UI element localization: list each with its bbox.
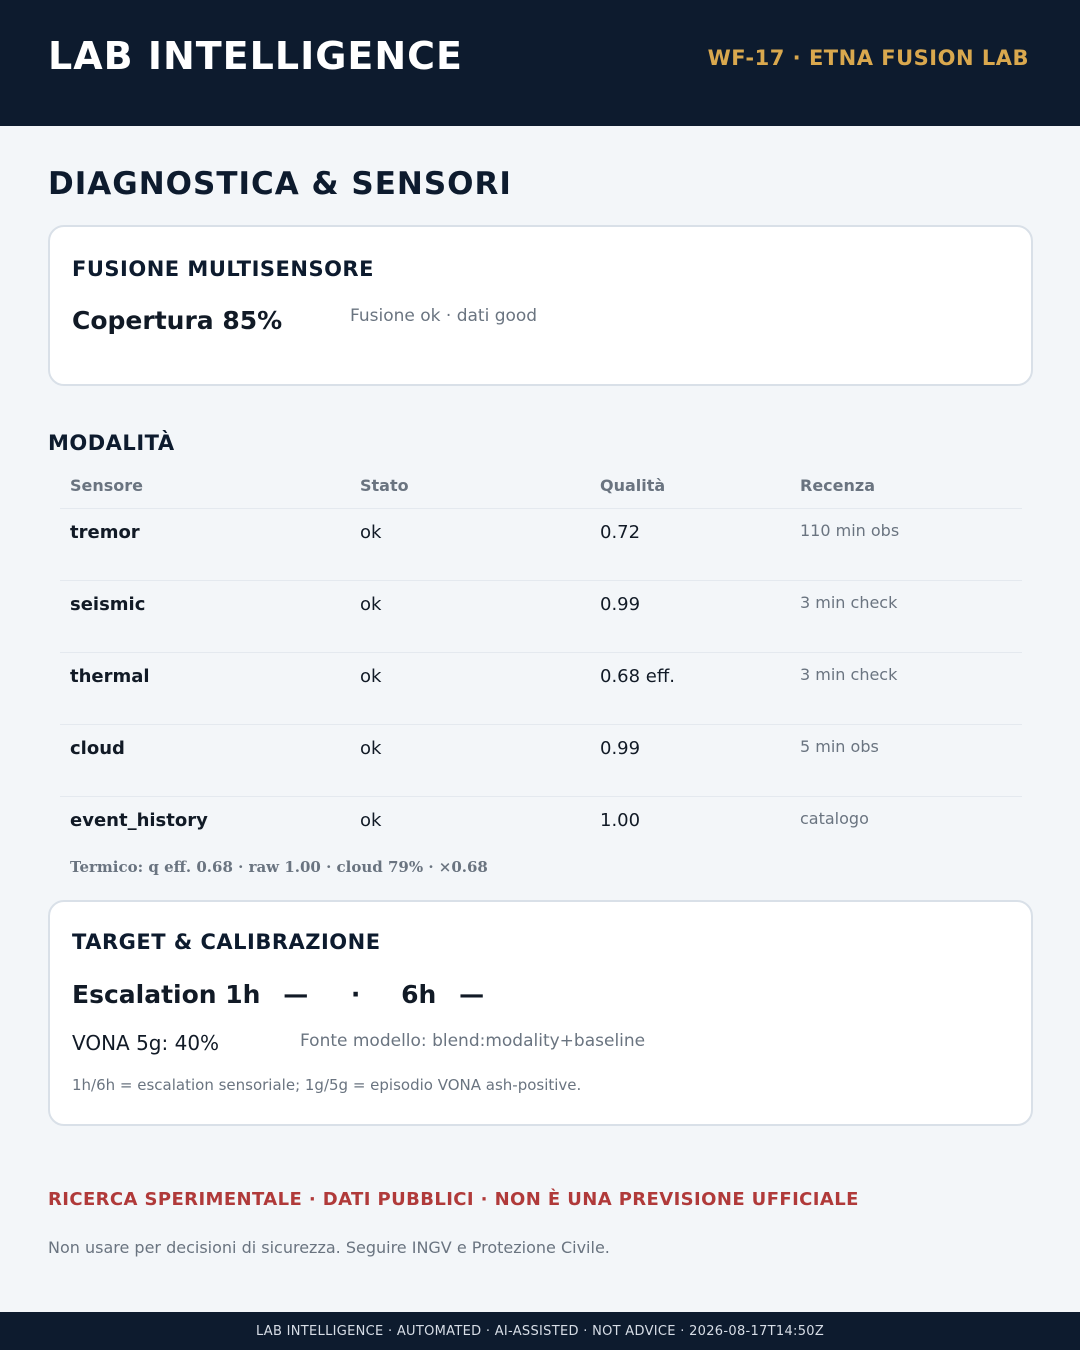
escalation-1h-label: Escalation 1h: [72, 980, 261, 1009]
footer-text: LAB INTELLIGENCE · AUTOMATED · AI-ASSISTED · NOT ADVICE · 2026-08-17T14:50Z: [255, 1324, 825, 1339]
sensor-quality: 0.99: [600, 738, 641, 759]
target-note: 1h/6h = escalation sensoriale; 1g/5g = episodio VONA ash-positive.: [72, 1076, 582, 1094]
target-card: [48, 900, 1033, 1126]
modalities-title: MODALITÀ: [48, 431, 175, 455]
target-card-title: TARGET & CALIBRAZIONE: [72, 930, 381, 954]
sensor-recency: 3 min check: [800, 665, 898, 684]
model-source: Fonte modello: blend:modality+baseline: [300, 1031, 646, 1051]
fusion-status: Fusione ok · dati good: [350, 306, 538, 326]
column-header-sensor: Sensore: [70, 476, 144, 495]
sensor-name: event_history: [70, 810, 208, 831]
sensor-recency: catalogo: [800, 809, 869, 828]
column-header-recency: Recenza: [800, 476, 876, 495]
thermal-note: Termico: q eff. 0.68 · raw 1.00 · cloud 79% · ×0.68: [70, 858, 488, 876]
vona-probability: VONA 5g: 40%: [72, 1031, 220, 1055]
disclaimer-subtitle: Non usare per decisioni di sicurezza. Seguire INGV e Protezione Civile.: [48, 1238, 610, 1257]
sensor-quality: 1.00: [600, 810, 641, 831]
escalation-row: [72, 980, 484, 1009]
column-header-state: Stato: [360, 476, 409, 495]
sensor-recency: 110 min obs: [800, 521, 900, 540]
page-title: DIAGNOSTICA & SENSORI: [48, 166, 512, 202]
site-label: WF-17 · ETNA FUSION LAB: [707, 46, 1029, 70]
escalation-6h-value: —: [459, 980, 485, 1009]
sensor-name: seismic: [70, 594, 146, 615]
table-row: [60, 580, 1022, 652]
sensor-name: tremor: [70, 522, 140, 543]
escalation-separator: ·: [350, 980, 361, 1009]
sensor-state: ok: [360, 810, 382, 831]
sensor-name: cloud: [70, 738, 125, 759]
sensor-recency: 3 min check: [800, 593, 898, 612]
sensor-state: ok: [360, 522, 382, 543]
sensor-state: ok: [360, 666, 382, 687]
fusion-card: [48, 225, 1033, 386]
sensor-quality: 0.72: [600, 522, 641, 543]
footer-bar: [0, 1312, 1080, 1350]
sensor-state: ok: [360, 594, 382, 615]
sensor-quality: 0.68 eff.: [600, 666, 675, 687]
sensor-quality: 0.99: [600, 594, 641, 615]
header-bar: [0, 0, 1080, 126]
sensor-name: thermal: [70, 666, 150, 687]
escalation-6h-label: 6h: [401, 980, 437, 1009]
fusion-card-title: FUSIONE MULTISENSORE: [72, 257, 374, 281]
coverage-value: Copertura 85%: [72, 306, 283, 335]
disclaimer-title: RICERCA SPERIMENTALE · DATI PUBBLICI · NON È UNA PREVISIONE UFFICIALE: [48, 1189, 859, 1210]
escalation-1h-value: —: [283, 980, 309, 1009]
column-header-quality: Qualità: [600, 476, 666, 495]
table-row: [60, 508, 1022, 580]
sensor-recency: 5 min obs: [800, 737, 879, 756]
table-row: [60, 724, 1022, 796]
table-row: [60, 652, 1022, 724]
sensor-state: ok: [360, 738, 382, 759]
brand-title: LAB INTELLIGENCE: [48, 34, 463, 78]
